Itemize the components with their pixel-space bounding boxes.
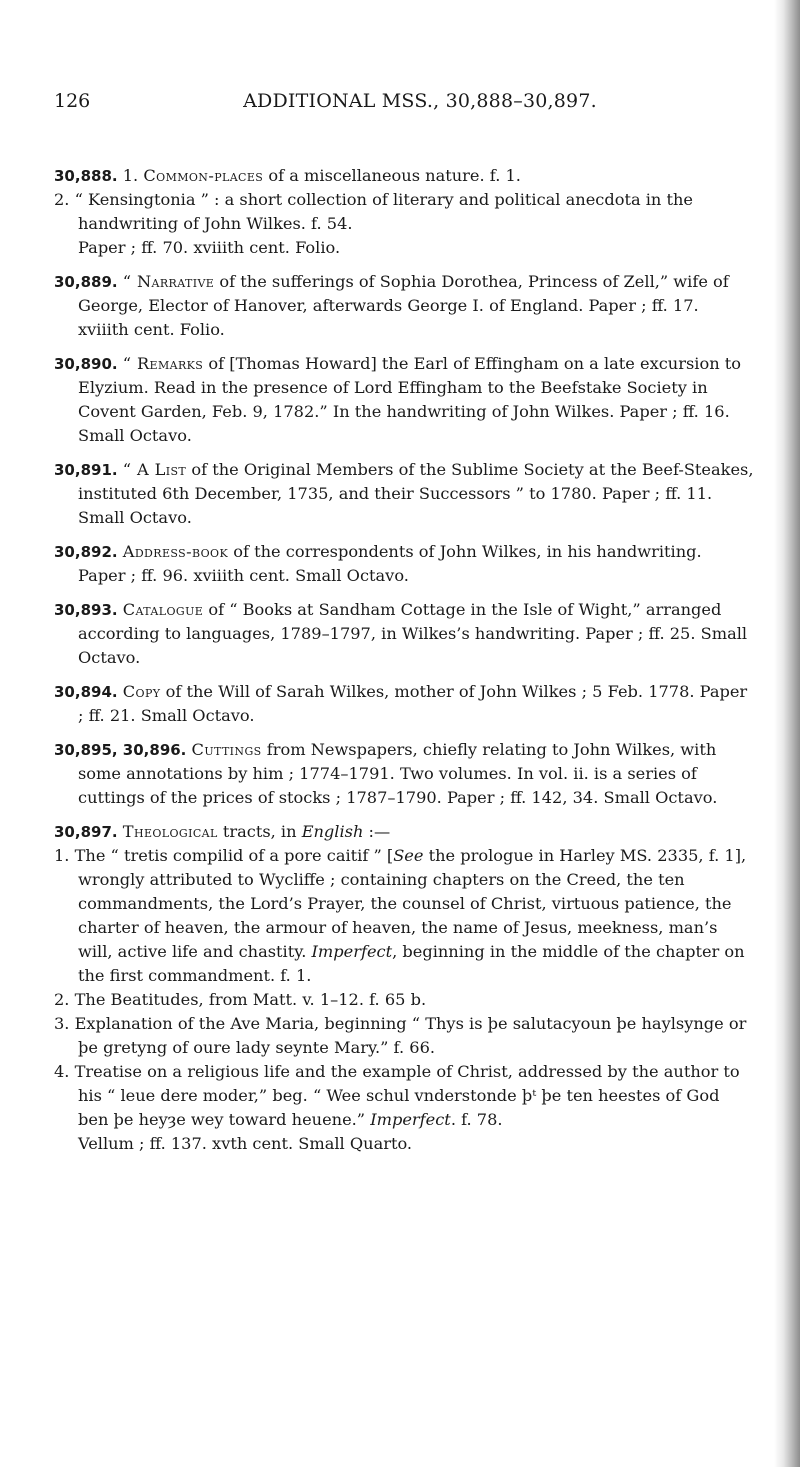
entry-keyword: “ A List bbox=[122, 460, 187, 479]
item-text: Treatise on a religious life and the example of Christ, addressed by the author to his “ leue dere moder,” beg. “ Wee schul vnderstonde þᵗ þe ten heestes of God ben þe heyȝe wey toward heuene.” bbox=[74, 1062, 740, 1129]
list-item bbox=[54, 188, 754, 236]
item-number: 2. bbox=[54, 190, 70, 209]
entry-text: from Newspapers, chiefly relating to John Wilkes, with some annotations by him ; 1774–1791. Two volumes. In vol. ii. is a series of cuttings of the prices of stocks ; 1787–1790. Paper ; ff. 142, 34. Small Octavo. bbox=[78, 740, 718, 807]
entry-line bbox=[54, 820, 754, 844]
entry-number: 30,891. bbox=[54, 461, 118, 479]
entry-keyword: “ Remarks bbox=[122, 354, 204, 373]
item-number: 2. bbox=[54, 990, 70, 1009]
running-title: ADDITIONAL MSS., 30,888–30,897. bbox=[243, 90, 597, 112]
item-text: the prologue in Harley MS. 2335, f. 1], wrongly attributed to Wycliffe ; containing chapters on the Creed, the ten commandments, the Lord’s Prayer, the counsel of Christ, virtuous patience, the charter of heaven, the armour of heaven, the name of Jesus, meekness, man’s will, active life and chastity. bbox=[78, 846, 747, 961]
catalogue-entry-30888 bbox=[54, 164, 754, 260]
entry-footer: Paper ; ff. 70. xviiith cent. Folio. bbox=[78, 238, 341, 257]
page-header bbox=[54, 90, 754, 120]
language-italic: English bbox=[301, 822, 364, 841]
entry-text: of the sufferings of Sophia Dorothea, Princess of Zell,” wife of George, Elector of Hanover, afterwards George I. of England. Paper ; ff. 17. xviiith cent. Folio. bbox=[78, 272, 729, 339]
item-italic-see: See bbox=[393, 846, 424, 865]
list-item bbox=[54, 1012, 754, 1060]
list-item bbox=[54, 844, 754, 988]
entry-keyword: Address-book bbox=[122, 542, 229, 561]
item-text: The “ tretis compilid of a pore caitif ” [ bbox=[74, 846, 394, 865]
entry-text: of the Original Members of the Sublime Society at the Beef-Steakes, instituted 6th December, 1735, and their Successors ” to 1780. Paper ; ff. 11. Small Octavo. bbox=[78, 460, 754, 527]
list-item bbox=[54, 988, 754, 1012]
entry-number: 30,895, 30,896. bbox=[54, 741, 187, 759]
item-italic-imperfect: Imperfect bbox=[311, 942, 393, 961]
entry-text-tail: :— bbox=[363, 822, 391, 841]
entry-keyword: Cuttings bbox=[191, 740, 262, 759]
catalogue-entry-30897 bbox=[54, 820, 754, 1156]
item-italic-imperfect: Imperfect bbox=[370, 1110, 451, 1129]
item-text: The Beatitudes, from Matt. v. 1–12. f. 65 b. bbox=[74, 990, 427, 1009]
entry-number: 30,889. bbox=[54, 273, 118, 291]
entry-text: of the Will of Sarah Wilkes, mother of John Wilkes ; 5 Feb. 1778. Paper ; ff. 21. Small Octavo. bbox=[78, 682, 748, 725]
entry-number: 30,888. bbox=[54, 167, 118, 185]
entry-number: 30,890. bbox=[54, 355, 118, 373]
catalogue-entry-30893 bbox=[54, 598, 754, 670]
entry-keyword: Common-places bbox=[143, 166, 264, 185]
entry-keyword: “ Narrative bbox=[122, 272, 215, 291]
catalogue-entry-30894 bbox=[54, 680, 754, 728]
item-number: 3. bbox=[54, 1014, 70, 1033]
entry-keyword: Catalogue bbox=[122, 600, 204, 619]
entry-footer: Vellum ; ff. 137. xvth cent. Small Quarto. bbox=[78, 1134, 413, 1153]
entry-text: of [Thomas Howard] the Earl of Effingham on a late excursion to Elyzium. Read in the presence of Lord Effingham to the Beefstake Society in Covent Garden, Feb. 9, 1782.” In the handwriting of John Wilkes. Paper ; ff. 16. Small Octavo. bbox=[78, 354, 742, 445]
entry-number: 30,893. bbox=[54, 601, 118, 619]
entry-number: 30,894. bbox=[54, 683, 118, 701]
entry-keyword: Theological bbox=[122, 822, 218, 841]
catalogue-entry-30895-30896 bbox=[54, 738, 754, 810]
item-text: , beginning in the middle of the chapter on the first commandment. f. 1. bbox=[78, 942, 745, 985]
entry-text: of the correspondents of John Wilkes, in his handwriting. Paper ; ff. 96. xviiith cent. Small Octavo. bbox=[78, 542, 702, 585]
catalogue-entry-30890 bbox=[54, 352, 754, 448]
entry-number: 30,892. bbox=[54, 543, 118, 561]
entry-text: tracts, in bbox=[217, 822, 302, 841]
catalogue-page bbox=[54, 90, 754, 1166]
item-number: 1. bbox=[54, 846, 70, 865]
item-text: . f. 78. bbox=[450, 1110, 503, 1129]
item-text: “ Kensingtonia ” : a short collection of literary and political anecdota in the handwriting of John Wilkes. f. 54. bbox=[74, 190, 694, 233]
item-number: 4. bbox=[54, 1062, 70, 1081]
page-edge-shadow bbox=[774, 0, 800, 1467]
entry-line bbox=[54, 164, 754, 188]
entry-text: of a miscellaneous nature. f. 1. bbox=[263, 166, 521, 185]
item-text: Explanation of the Ave Maria, beginning “ Thys is þe salutacyoun þe haylsynge or þe gretyng of oure lady seynte Mary.” f. 66. bbox=[74, 1014, 747, 1057]
list-item bbox=[54, 1060, 754, 1132]
item-number: 1. bbox=[122, 166, 139, 185]
entry-text: of “ Books at Sandham Cottage in the Isle of Wight,” arranged according to languages, 1789–1797, in Wilkes’s handwriting. Paper ; ff. 25. Small Octavo. bbox=[78, 600, 748, 667]
page-number: 126 bbox=[54, 90, 91, 112]
catalogue-entry-30889 bbox=[54, 270, 754, 342]
catalogue-entry-30891 bbox=[54, 458, 754, 530]
catalogue-entry-30892 bbox=[54, 540, 754, 588]
entry-number: 30,897. bbox=[54, 823, 118, 841]
entry-keyword: Copy bbox=[122, 682, 161, 701]
